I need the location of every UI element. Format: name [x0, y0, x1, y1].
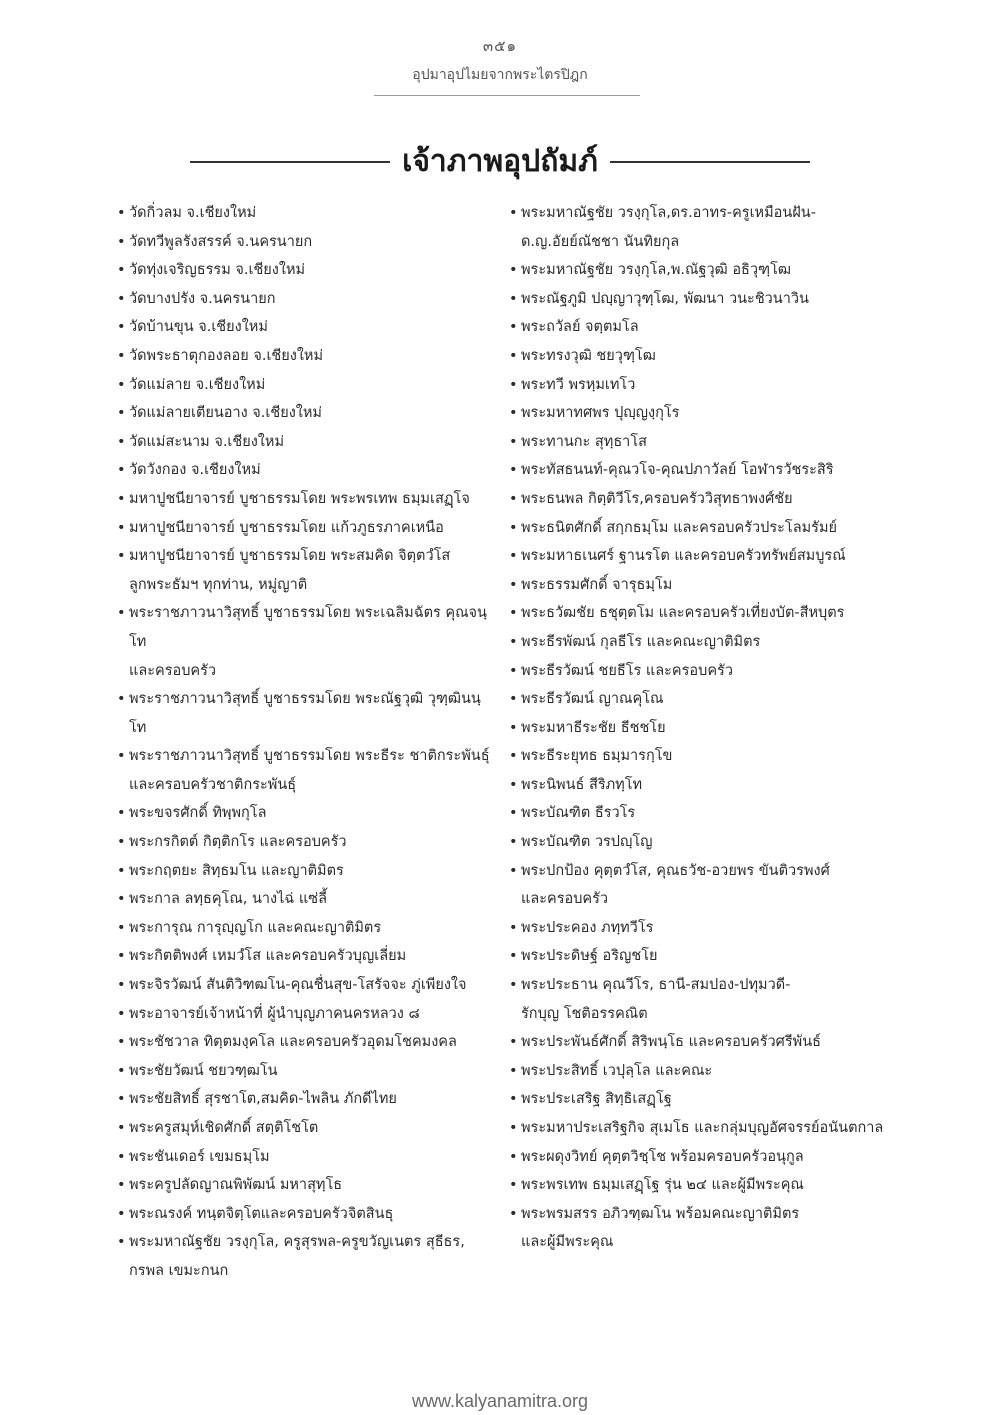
sponsor-name: พระประเสริฐ สิทฺธิเสฏฺโฐ	[521, 1091, 672, 1108]
sponsor-name: วัดพระธาตุกองลอย จ.เชียงใหม่	[129, 347, 324, 364]
sponsor-name: พระครูปลัดญาณพิพัฒน์ มหาสุทฺโธ	[129, 1177, 343, 1194]
bullet-icon: •	[117, 834, 126, 851]
sponsor-list-item	[509, 1143, 889, 1172]
sponsor-list-item	[117, 228, 497, 257]
sponsor-name: พระประพันธ์ศักดิ์ สิริพนฺโธ และครอบครัวศรีพันธ์	[521, 1034, 821, 1051]
bullet-icon: •	[117, 605, 126, 622]
bullet-icon: •	[509, 1062, 518, 1079]
bullet-icon: •	[117, 347, 126, 364]
sponsor-list-item	[117, 514, 497, 543]
sponsor-name: พระพรเทพ ธมฺมเสฏฺโฐ รุ่น ๒๔ และผู้มีพระคุณ	[521, 1177, 804, 1194]
bullet-icon: •	[509, 662, 518, 679]
bullet-icon: •	[509, 290, 518, 307]
bullet-icon: •	[117, 1148, 126, 1165]
bullet-icon: •	[117, 519, 126, 536]
sponsor-list-item	[509, 1085, 889, 1114]
sponsor-name: พระทานกะ สุทฺธาโส	[521, 433, 647, 450]
sponsor-name: พระธีระยุทธ ธมฺมารกฺโข	[521, 748, 673, 765]
sponsor-name: พระราชภาวนาวิสุทธิ์ บูชาธรรมโดย พระธีระ ชาติกระพันธุ์ และครอบครัวชาติกระพันธุ์	[129, 748, 490, 793]
sponsor-name: มหาปูชนียาจารย์ บูชาธรรมโดย พระสมคิด จิตฺตวํโส ลูกพระธัมฯ ทุกท่าน, หมู่ญาติ	[129, 548, 451, 593]
sponsor-list-item	[117, 399, 497, 428]
bullet-icon: •	[509, 834, 518, 851]
bullet-icon: •	[509, 490, 518, 507]
bullet-icon: •	[509, 576, 518, 593]
bullet-icon: •	[117, 233, 126, 250]
sponsor-list-item	[117, 542, 497, 599]
bullet-icon: •	[509, 1177, 518, 1194]
sponsor-name: พระมหาธเนศร์ ฐานรโต และครอบครัวทรัพย์สมบูรณ์	[521, 548, 846, 565]
bullet-icon: •	[509, 319, 518, 336]
sponsor-list-item	[117, 342, 497, 371]
sponsor-list-item	[117, 485, 497, 514]
sponsor-name: พระอาจารย์เจ้าหน้าที่ ผู้นำบุญภาคนครหลวง ๘	[129, 1005, 420, 1022]
sponsor-name: วัดกิ่วลม จ.เชียงใหม่	[129, 205, 257, 221]
sponsor-list-item	[509, 313, 889, 342]
sponsor-name: พระมหาณัฐชัย วรงฺกุโล, ครูสุรพล-ครูขวัญเนตร สุธีธร, กรพล เขมะกนก	[129, 1234, 465, 1279]
sponsor-name: พระมหาณัฐชัย วรงฺกุโล,พ.ณัฐวุฒิ อธิวุฑฺโฒ	[521, 262, 791, 279]
sponsor-list-item	[117, 1000, 497, 1029]
sponsor-list-item	[117, 857, 497, 886]
bullet-icon: •	[117, 977, 126, 994]
sponsor-name: พระทรงวุฒิ ชยวุฑฺโฒ	[521, 347, 656, 364]
bullet-icon: •	[509, 405, 518, 422]
bullet-icon: •	[117, 1234, 126, 1251]
bullet-icon: •	[117, 948, 126, 965]
bullet-icon: •	[509, 805, 518, 822]
bullet-icon: •	[509, 1148, 518, 1165]
sponsor-name: มหาปูชนียาจารย์ บูชาธรรมโดย แก้วภูธรภาคเหนือ	[129, 519, 444, 536]
bullet-icon: •	[509, 719, 518, 736]
sponsor-list-right	[509, 199, 889, 1257]
bullet-icon: •	[117, 1005, 126, 1022]
bullet-icon: •	[509, 347, 518, 364]
sponsor-list-item	[117, 1143, 497, 1172]
sponsor-name: วัดบางปรัง จ.นครนายก	[129, 290, 276, 307]
sponsor-list-item	[117, 599, 497, 685]
sponsor-list-item	[509, 342, 889, 371]
bullet-icon: •	[509, 376, 518, 393]
bullet-icon: •	[117, 1091, 126, 1108]
sponsor-list-item	[509, 1200, 889, 1257]
sponsor-name: พระชัชวาล ทิตฺตมงฺคโล และครอบครัวอุดมโชคมงคล	[129, 1034, 457, 1051]
sponsor-list-item	[509, 599, 889, 628]
sponsor-list-item	[509, 1057, 889, 1086]
sponsor-list-item	[509, 685, 889, 714]
sponsor-list-item	[509, 828, 889, 857]
sponsor-list-item	[509, 571, 889, 600]
bullet-icon: •	[509, 948, 518, 965]
sponsor-name: พระการุณ การุญฺญโก และคณะญาติมิตร	[129, 919, 382, 936]
sponsor-name: พระประธาน คุณวีโร, ธานี-สมปอง-ปทุมวดี- รักบุญ โชติอรรคณิต	[521, 977, 791, 1022]
bullet-icon: •	[509, 691, 518, 708]
bullet-icon: •	[509, 519, 518, 536]
sponsor-list-item	[117, 256, 497, 285]
bullet-icon: •	[117, 862, 126, 879]
sponsor-list-item	[117, 371, 497, 400]
sponsor-list-item	[509, 485, 889, 514]
sponsor-name: วัดบ้านขุน จ.เชียงใหม่	[129, 319, 268, 336]
sponsor-name: พระธวัฒชัย ธชุตฺตโม และครอบครัวเที่ยงบัต-สีหบุตร	[521, 605, 845, 622]
sponsor-list-item	[117, 742, 497, 799]
sponsor-list-item	[509, 914, 889, 943]
bullet-icon: •	[117, 1177, 126, 1194]
bullet-icon: •	[117, 691, 126, 708]
sponsor-list-item	[117, 1114, 497, 1143]
bullet-icon: •	[117, 405, 126, 422]
sponsor-name: พระมหาทศพร ปุญฺญงฺกุโร	[521, 405, 680, 422]
sponsor-name: พระมหาประเสริฐกิจ สุเมโธ และกลุ่มบุญอัศจรรย์อนันตกาล	[521, 1120, 884, 1136]
sponsor-list-item	[117, 685, 497, 742]
sponsor-list-item	[509, 742, 889, 771]
sponsor-list-item	[117, 285, 497, 314]
bullet-icon: •	[117, 748, 126, 765]
bullet-icon: •	[509, 862, 518, 879]
sponsor-list-item	[117, 942, 497, 971]
bullet-icon: •	[509, 776, 518, 793]
sponsor-list-item	[117, 885, 497, 914]
sponsor-name: พระทวี พรหฺมเทโว	[521, 376, 636, 393]
sponsor-name: พระกิตติพงศ์ เหมวํโส และครอบครัวบุญเลี่ยม	[129, 948, 407, 965]
sponsor-list-item	[509, 799, 889, 828]
sponsor-list-item	[509, 657, 889, 686]
sponsor-name: พระธีรวัฒน์ ญาณคุโณ	[521, 691, 664, 708]
footer-website[interactable]: www.kalyanamitra.org	[411, 1391, 589, 1411]
sponsor-name: พระจิรวัฒน์ สันติวิฑฒโน-คุณชื่นสุข-โสรัจจะ ภู่เพียงใจ	[129, 977, 467, 994]
sponsor-name: พระปกป้อง คุตฺตวํโส, คุณธวัช-อวยพร ขันติวรพงศ์ และครอบครัว	[521, 862, 830, 908]
bullet-icon: •	[509, 462, 518, 479]
sponsor-list-item	[509, 857, 889, 914]
bullet-icon: •	[117, 462, 126, 479]
sponsor-name: วัดแม่ลายเตียนอาง จ.เชียงใหม่	[129, 405, 322, 422]
sponsor-name: พระณรงค์ ทนฺตจิตฺโตและครอบครัวจิตสินธุ	[129, 1205, 394, 1222]
sponsor-name: พระขจรศักดิ์ ทิพฺพกุโล	[129, 805, 267, 822]
sponsor-name: พระกรกิตต์ กิตฺติกโร และครอบครัว	[129, 834, 347, 851]
sponsor-list-item	[509, 942, 889, 971]
bullet-icon: •	[117, 548, 126, 565]
sponsor-name: พระกฤตยะ สิทฺธมโน และญาติมิตร	[129, 862, 344, 879]
sponsor-name: วัดทวีพูลรังสรรค์ จ.นครนายก	[129, 233, 313, 250]
sponsor-list-item	[117, 1085, 497, 1114]
bullet-icon: •	[509, 633, 518, 650]
heading-rule-right	[610, 161, 810, 163]
sponsor-list-item	[509, 1028, 889, 1057]
sponsor-list-item	[509, 542, 889, 571]
section-heading	[0, 138, 1000, 185]
bullet-icon: •	[117, 319, 126, 336]
bullet-icon: •	[117, 919, 126, 936]
sponsor-name: พระกาล ลทฺธคุโณ, นางไฉ่ แซ่ลี้	[129, 891, 327, 908]
bullet-icon: •	[117, 205, 126, 221]
sponsor-list-item	[117, 313, 497, 342]
sponsor-name: พระธีรพัฒน์ กุลธีโร และคณะญาติมิตร	[521, 633, 761, 650]
sponsor-list-item	[117, 1200, 497, 1229]
sponsor-name: พระประคอง ภทฺทวีโร	[521, 919, 654, 936]
sponsor-name: พระมหาณัฐชัย วรงฺกุโล,ดร.อาทร-ครูเหมือนฝัน- ด.ญ.อัยย์ณัชชา นันทิยกุล	[521, 205, 816, 250]
sponsor-name: พระชันเดอร์ เขมธมฺโม	[129, 1148, 270, 1165]
sponsor-name: วัดวังกอง จ.เชียงใหม่	[129, 462, 261, 479]
bullet-icon: •	[117, 891, 126, 908]
sponsor-list-item	[509, 514, 889, 543]
sponsor-list-item	[117, 971, 497, 1000]
sponsor-name: พระธนิตศักดิ์ สกฺกธมฺโม และครอบครัวประโลมรัมย์	[521, 519, 837, 536]
sponsor-list-item	[509, 714, 889, 743]
bullet-icon: •	[509, 977, 518, 994]
bullet-icon: •	[509, 433, 518, 450]
bullet-icon: •	[117, 433, 126, 450]
bullet-icon: •	[117, 805, 126, 822]
sponsor-name: พระทัสธนนท์-คุณวโจ-คุณปภาวัลย์ โอฬารวัชระสิริ	[521, 462, 834, 479]
page-number: ๓๕๑	[482, 37, 518, 55]
book-title: อุปมาอุปไมยจากพระไตรปิฎก	[412, 67, 588, 83]
sponsor-list-item	[509, 456, 889, 485]
bullet-icon: •	[117, 1062, 126, 1079]
bullet-icon: •	[509, 1034, 518, 1051]
sponsor-name: พระผดุงวิทย์ คุตฺตวิชฺโช พร้อมครอบครัวอนุกูล	[521, 1148, 804, 1165]
sponsor-name: พระธรรมศักดิ์ จารุธมฺโม	[521, 576, 673, 593]
sponsor-list-item	[509, 628, 889, 657]
bullet-icon: •	[117, 376, 126, 393]
sponsor-list-item	[117, 828, 497, 857]
header-divider	[374, 95, 640, 96]
sponsor-name: พระราชภาวนาวิสุทธิ์ บูชาธรรมโดย พระณัฐวุฒิ วุฑฺฒินนฺโท	[129, 691, 481, 736]
sponsor-name: วัดแม่สะนาม จ.เชียงใหม่	[129, 433, 284, 450]
bullet-icon: •	[509, 605, 518, 622]
sponsor-list-item	[117, 456, 497, 485]
bullet-icon: •	[117, 490, 126, 507]
sponsor-name: พระบัณฑิต วรปญฺโญ	[521, 834, 653, 851]
bullet-icon: •	[117, 290, 126, 307]
sponsor-name: พระมหาธีระชัย ธีชชโย	[521, 719, 666, 736]
bullet-icon: •	[509, 205, 518, 221]
bullet-icon: •	[509, 919, 518, 936]
sponsor-name: วัดทุ่งเจริญธรรม จ.เชียงใหม่	[129, 262, 306, 279]
sponsor-name: พระชัยสิทธิ์ สุรชาโต,สมคิด-ไพลิน ภักดีไทย	[129, 1091, 397, 1108]
sponsor-list-item	[117, 428, 497, 457]
sponsor-list-item	[509, 1114, 889, 1143]
sponsor-list-item	[509, 971, 889, 1028]
bullet-icon: •	[509, 1091, 518, 1108]
bullet-icon: •	[117, 262, 126, 279]
sponsor-name: พระชัยวัฒน์ ชยวฑฺฒโน	[129, 1062, 278, 1079]
sponsor-list-left	[117, 199, 497, 1286]
sponsor-name: พระธีรวัฒน์ ชยธีโร และครอบครัว	[521, 662, 733, 679]
sponsor-name: พระณัฐภูมิ ปญฺญาวุฑฺโฒ, พัฒนา วนะชิวนาวิน	[521, 290, 809, 307]
sponsor-list-item	[117, 199, 497, 228]
bullet-icon: •	[509, 748, 518, 765]
sponsor-name: พระถวัลย์ จตฺตมโล	[521, 319, 639, 336]
sponsor-name: พระราชภาวนาวิสุทธิ์ บูชาธรรมโดย พระเฉลิมฉัตร คุณจนฺโท และครอบครัว	[129, 605, 487, 679]
sponsor-name: พระบัณฑิต ธีรวโร	[521, 805, 636, 822]
sponsor-name: พระประดิษฐ์ อริญชโย	[521, 948, 658, 965]
sponsor-name: มหาปูชนียาจารย์ บูชาธรรมโดย พระพรเทพ ธมฺมเสฏฺโจ	[129, 490, 470, 507]
sponsor-list-item	[117, 1228, 497, 1285]
sponsor-name: พระนิพนธ์ สีริภทฺโท	[521, 776, 643, 793]
sponsor-list-item	[117, 1057, 497, 1086]
sponsor-name: พระธนพล กิตฺติวีโร,ครอบครัววิสุทธาพงศ์ชัย	[521, 490, 793, 507]
sponsor-list-item	[117, 914, 497, 943]
bullet-icon: •	[117, 1120, 126, 1136]
sponsor-list-item	[117, 799, 497, 828]
bullet-icon: •	[509, 548, 518, 565]
bullet-icon: •	[509, 1205, 518, 1222]
bullet-icon: •	[509, 262, 518, 279]
section-title: เจ้าภาพอุปถัมภ์	[402, 144, 598, 179]
sponsor-name: วัดแม่ลาย จ.เชียงใหม่	[129, 376, 266, 393]
sponsor-list-item	[509, 199, 889, 256]
sponsor-list-item	[509, 371, 889, 400]
sponsor-list-item	[509, 256, 889, 285]
sponsor-name: พระครูสมุห์เชิดศักดิ์ สตฺติโชโต	[129, 1120, 319, 1136]
sponsor-list-item	[509, 1171, 889, 1200]
bullet-icon: •	[117, 1205, 126, 1222]
sponsor-list-item	[117, 1028, 497, 1057]
bullet-icon: •	[117, 1034, 126, 1051]
sponsor-name: พระพรมสรร อภิวฑฺฒโน พร้อมคณะญาติมิตร และผู้มีพระคุณ	[521, 1205, 800, 1251]
sponsor-list-item	[509, 428, 889, 457]
sponsor-list-item	[509, 771, 889, 800]
heading-rule-left	[190, 161, 390, 163]
bullet-icon: •	[509, 1120, 518, 1136]
sponsor-name: พระประสิทธิ์ เวปุลฺโล และคณะ	[521, 1062, 713, 1079]
sponsor-list-item	[509, 285, 889, 314]
sponsor-list-item	[509, 399, 889, 428]
sponsor-list-item	[117, 1171, 497, 1200]
